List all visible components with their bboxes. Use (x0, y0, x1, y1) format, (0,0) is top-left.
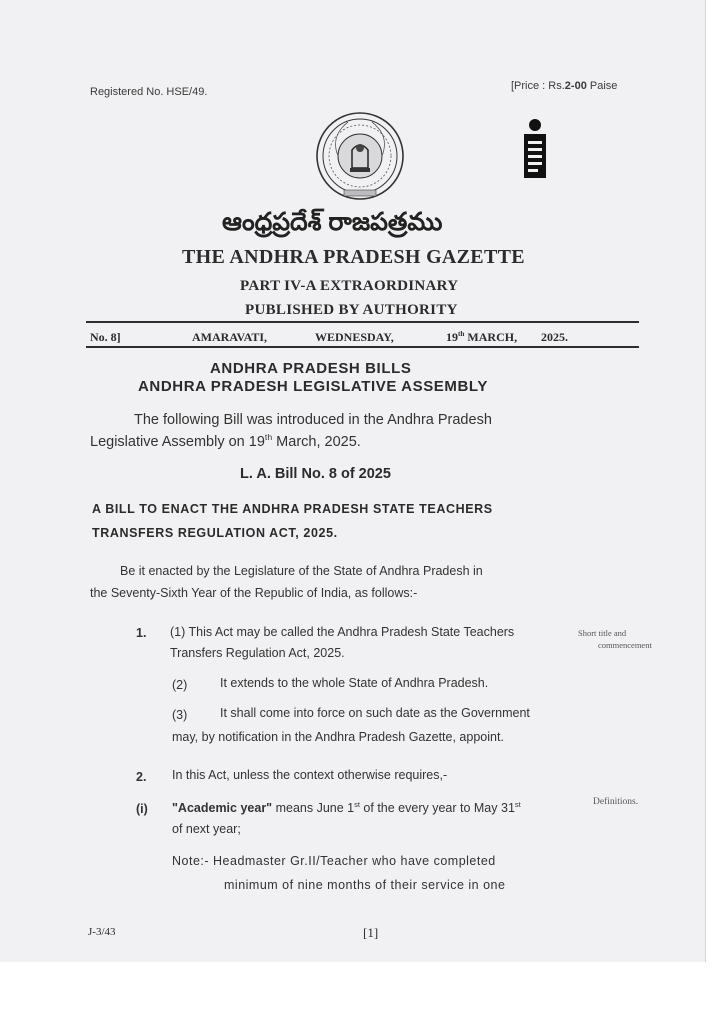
clause-i-text-b: of the every year to May 31 (359, 801, 515, 816)
section-1-line-2: Transfers Regulation Act, 2025. (170, 646, 345, 660)
clause-i-line-1 (172, 800, 521, 815)
clause-i-suffix-2: st (514, 800, 521, 809)
published-by-label: PUBLISHED BY AUTHORITY (245, 302, 458, 318)
intro-date-suffix: th (264, 432, 273, 442)
bill-title-line-2: TRANSFERS REGULATION ACT, 2025. (92, 526, 338, 540)
clause-i-suffix-1: st (354, 800, 360, 809)
issue-date-suffix: th (458, 330, 465, 338)
issue-place: AMARAVATI, (192, 330, 268, 344)
issue-date-day: 19 (446, 330, 458, 344)
section-1-line-1: (1) This Act may be called the Andhra Pradesh State Teachers (170, 625, 515, 639)
person-document-icon (518, 117, 552, 183)
margin-note-commencement: commencement (598, 640, 652, 650)
clause-i-line-2: of next year; (172, 822, 241, 836)
intro-line-2 (90, 432, 361, 450)
top-rule (86, 321, 639, 323)
andhra-pradesh-emblem-icon (314, 110, 406, 202)
bills-heading: ANDHRA PRADESH BILLS (210, 360, 412, 377)
registered-number: Registered No. HSE/49. (90, 86, 208, 98)
telugu-title: ఆంధ్రప్రదేశ్ రాజపత్రము (222, 208, 443, 236)
clause-i-text-a: means June 1 (272, 801, 355, 816)
issue-date (446, 330, 517, 345)
part-label: PART IV-A EXTRAORDINARY (240, 278, 459, 294)
margin-note-short-title: Short title and (578, 628, 627, 638)
bottom-rule (86, 346, 639, 348)
price-value: 2-00 (564, 80, 587, 92)
clause-i-term: "Academic year" (172, 801, 273, 816)
intro-line-2-start: Legislative Assembly on 19 (90, 433, 265, 450)
section-1-number: 1. (136, 626, 147, 640)
assembly-heading: ANDHRA PRADESH LEGISLATIVE ASSEMBLY (138, 378, 488, 395)
subsection-2-number: (2) (172, 678, 188, 692)
subsection-3-line-2: may, by notification in the Andhra Pradesh Gazette, appoint. (172, 730, 504, 744)
enactment-line-1: Be it enacted by the Legislature of the State of Andhra Pradesh in (120, 564, 483, 578)
section-2-number: 2. (136, 770, 147, 784)
intro-line-2-end: March, 2025. (272, 433, 361, 450)
price-prefix: [Price : Rs. (511, 80, 565, 92)
bill-number: L. A. Bill No. 8 of 2025 (240, 466, 391, 482)
gazette-title: THE ANDHRA PRADESH GAZETTE (182, 246, 525, 268)
bill-title-line-1: A BILL TO ENACT THE ANDHRA PRADESH STATE TEACHERS (92, 502, 493, 516)
issue-year: 2025. (541, 330, 568, 344)
issue-number: No. 8] (90, 330, 121, 344)
note-line-2: minimum of nine months of their service in one (224, 878, 506, 892)
subsection-3-line-1: It shall come into force on such date as the Government (220, 706, 530, 720)
price-label (511, 80, 617, 92)
subsection-3-number: (3) (172, 708, 188, 722)
clause-i-number: (i) (136, 802, 148, 816)
page-number: [1] (363, 925, 379, 940)
note-line-1: Note:- Headmaster Gr.II/Teacher who have completed (172, 854, 496, 868)
subsection-2-text: It extends to the whole State of Andhra Pradesh. (220, 676, 489, 690)
issue-day: WEDNESDAY, (315, 330, 394, 344)
price-suffix: Paise (586, 80, 618, 92)
intro-line-1: The following Bill was introduced in the Andhra Pradesh (134, 412, 492, 428)
issue-date-month: MARCH, (464, 330, 518, 344)
page-code: J-3/43 (88, 926, 116, 938)
margin-note-definitions: Definitions. (593, 797, 639, 807)
section-2-text: In this Act, unless the context otherwise requires,- (172, 768, 448, 782)
enactment-line-2: the Seventy-Sixth Year of the Republic of India, as follows:- (90, 586, 418, 600)
